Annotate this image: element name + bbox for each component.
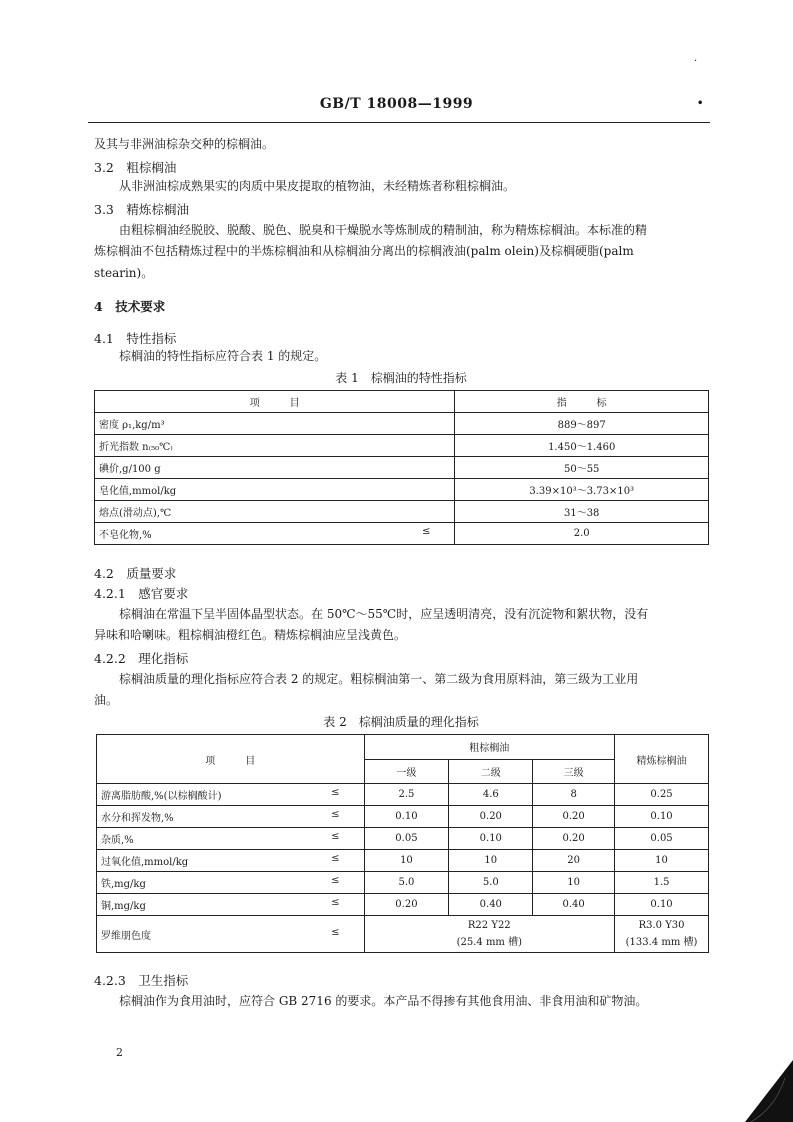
paragraph: 棕榈油在常温下呈半固体晶型状态。在 50℃～55℃时，应呈透明清亮，没有沉淀物和絮状物，没有: [119, 607, 649, 621]
table1-caption: 表 1 棕榈油的特性指标: [335, 371, 467, 385]
grade-1-value: 2.5: [364, 784, 449, 806]
crude-color-value: R22 Y22: [467, 920, 511, 931]
paragraph: 从非洲油棕成熟果实的肉质中果皮提取的植物油，未经精炼者称粗棕榈油。: [119, 179, 516, 193]
table1-value: 31～38: [455, 501, 709, 523]
table-row: [95, 523, 709, 545]
table-row: [95, 435, 709, 457]
table2-item: 杂质,%: [101, 835, 134, 846]
table1-item: 密度 ρ₁,kg/m³: [95, 413, 455, 435]
crude-color-cell: [364, 916, 615, 953]
paragraph: stearin)。: [94, 266, 154, 280]
refined-value: 10: [615, 850, 709, 872]
paragraph: 炼棕榈油不包括精炼过程中的半炼棕榈油和从棕榈油分离出的棕榈液油(palm olein)及棕榈硬脂(palm: [94, 244, 634, 258]
table-row: [95, 413, 709, 435]
refined-value: 1.5: [615, 872, 709, 894]
section-heading: 3.2 粗棕榈油: [94, 160, 177, 175]
section-heading: 3.3 精炼棕榈油: [94, 202, 189, 217]
table1-value: 50～55: [455, 457, 709, 479]
table2-head-crude: 粗棕榈油: [364, 735, 615, 760]
leq-sign: ≤: [331, 875, 340, 886]
paragraph: 由粗棕榈油经脱胶、脱酸、脱色、脱臭和干燥脱水等炼制成的精制油，称为精炼棕榈油。本标准的精: [119, 223, 648, 237]
table1-head-item: 项 目: [95, 391, 455, 413]
grade-1-value: 10: [364, 850, 449, 872]
refined-value: 0.05: [615, 828, 709, 850]
table2-item-cell: [97, 872, 365, 894]
table1-item: 碘价,g/100 g: [95, 457, 455, 479]
page-number: 2: [116, 1046, 123, 1059]
scan-mark: ·: [694, 56, 698, 67]
scan-mark: •: [697, 98, 704, 109]
table1-value: 1.450～1.460: [455, 435, 709, 457]
table1-item: 熔点(滑动点),℃: [95, 501, 455, 523]
paragraph: 棕榈油作为食用油时，应符合 GB 2716 的要求。本产品不得掺有其他食用油、非食用油和矿物油。: [119, 994, 648, 1008]
grade-2-value: 0.20: [449, 806, 533, 828]
table1-head-index: 指 标: [455, 391, 709, 413]
leq-sign: ≤: [331, 809, 340, 820]
table-row: [97, 828, 709, 850]
table2-item: 罗维朋色度: [101, 930, 151, 942]
table-row: [97, 872, 709, 894]
grade-3-value: 0.40: [533, 894, 615, 916]
table1-item-cell: [95, 523, 455, 545]
table1-item: 折光指数 n₍₅₀℃₎: [95, 435, 455, 457]
grade-1-value: 0.20: [364, 894, 449, 916]
table2-item-cell: [97, 828, 365, 850]
paragraph: 油。: [94, 693, 119, 707]
refined-value: 0.25: [615, 784, 709, 806]
section-heading: 4.2.3 卫生指标: [94, 973, 189, 988]
table2-caption: 表 2 棕榈油质量的理化指标: [323, 715, 479, 729]
table2-item: 水分和挥发物,%: [101, 813, 174, 824]
grade-2-value: 4.6: [449, 784, 533, 806]
table2-item-cell: [97, 850, 365, 872]
refined-value: 0.10: [615, 806, 709, 828]
table-row: [95, 501, 709, 523]
section-heading: 4 技术要求: [94, 299, 166, 314]
table-row: [97, 806, 709, 828]
refined-value: 0.10: [615, 894, 709, 916]
table-row: [97, 850, 709, 872]
leq-sign: ≤: [331, 787, 340, 798]
paragraph: 及其与非洲油棕杂交种的棕榈油。: [94, 137, 275, 151]
table2-head-refined: 精炼棕榈油: [615, 735, 709, 784]
table2-item: 过氧化值,mmol/kg: [101, 857, 189, 868]
page-header: GB/T 18008—1999: [319, 96, 474, 112]
table2-item-cell: [97, 894, 365, 916]
paragraph: 异味和哈喇味。粗棕榈油橙红色。精炼棕榈油应呈浅黄色。: [94, 628, 407, 642]
grade-2: 二级: [449, 759, 533, 784]
page-fold-shadow: [745, 1060, 793, 1122]
table-row: [97, 916, 709, 953]
table-row: [95, 457, 709, 479]
grade-1-value: 0.05: [364, 828, 449, 850]
grade-3-value: 0.20: [533, 828, 615, 850]
table1-value: 889～897: [455, 413, 709, 435]
grade-1-value: 0.10: [364, 806, 449, 828]
grade-2-value: 5.0: [449, 872, 533, 894]
table-row: [97, 784, 709, 806]
grade-2-value: 10: [449, 850, 533, 872]
grade-3-value: 20: [533, 850, 615, 872]
header-rule: [88, 122, 710, 123]
refined-color-value: R3.0 Y30: [638, 920, 685, 931]
table-row: [97, 894, 709, 916]
leq-sign: ≤: [331, 853, 340, 864]
table1-item: 不皂化物,%: [99, 530, 152, 541]
paragraph: 棕榈油质量的理化指标应符合表 2 的规定。粗棕榈油第一、第二级为食用原料油，第三级为工业用: [119, 672, 639, 686]
section-heading: 4.2 质量要求: [94, 566, 177, 581]
table-row: [95, 479, 709, 501]
refined-color-cell-size: (133.4 mm 槽): [625, 937, 698, 948]
grade-1: 一级: [364, 759, 449, 784]
table2-item-cell: [97, 784, 365, 806]
table2-head-item: 项 目: [97, 735, 365, 784]
crude-color-cell-size: (25.4 mm 槽): [456, 937, 522, 948]
section-heading: 4.2.1 感官要求: [94, 586, 189, 601]
grade-3-value: 0.20: [533, 806, 615, 828]
section-heading: 4.1 特性指标: [94, 331, 177, 346]
table2-item: 铜,mg/kg: [101, 901, 146, 912]
section-heading: 4.2.2 理化指标: [94, 651, 189, 666]
table2-header: [97, 735, 709, 760]
grade-3-value: 10: [533, 872, 615, 894]
grade-3: 三级: [533, 759, 615, 784]
leq-sign: ≤: [331, 926, 340, 938]
leq-sign: ≤: [422, 526, 431, 537]
paragraph: 棕榈油的特性指标应符合表 1 的规定。: [119, 349, 327, 363]
table1: [94, 390, 709, 545]
table2-item: 游离脂肪酸,%(以棕榈酸计): [101, 791, 222, 802]
table1-item: 皂化值,mmol/kg: [95, 479, 455, 501]
grade-2-value: 0.10: [449, 828, 533, 850]
table1-value: 2.0: [455, 523, 709, 545]
table2-item-cell: [97, 806, 365, 828]
grade-3-value: 8: [533, 784, 615, 806]
table1-value: 3.39×10³～3.73×10³: [455, 479, 709, 501]
grade-1-value: 5.0: [364, 872, 449, 894]
table2: [96, 734, 709, 953]
refined-color-cell: [615, 916, 709, 953]
table1-header: [95, 391, 709, 413]
leq-sign: ≤: [331, 897, 340, 908]
table2-item-cell: [97, 916, 365, 953]
table2-item: 铁,mg/kg: [101, 879, 146, 890]
leq-sign: ≤: [331, 831, 340, 842]
grade-2-value: 0.40: [449, 894, 533, 916]
